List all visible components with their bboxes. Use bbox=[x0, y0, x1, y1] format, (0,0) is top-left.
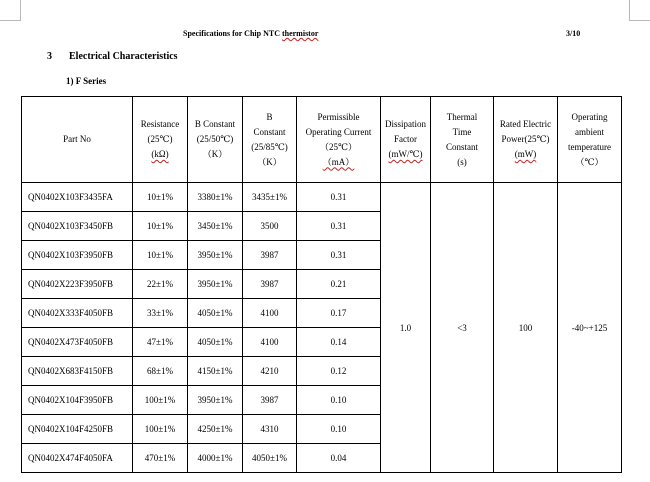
b-constant-85-cell: 3987 bbox=[243, 386, 297, 415]
operating-current-cell: 0.31 bbox=[297, 241, 381, 270]
resistance-cell: 10±1% bbox=[133, 212, 188, 241]
header-operating-temperature: Operating ambient temperature （℃） bbox=[558, 97, 622, 183]
thermal-time-constant-cell: <3 bbox=[431, 183, 494, 473]
document-header-title: Specifications for Chip NTC thermistor bbox=[183, 29, 319, 38]
b-constant-85-cell: 4100 bbox=[243, 328, 297, 357]
header-resistance: Resistance (25℃) (kΩ) bbox=[133, 97, 188, 183]
part-no-cell: QN0402X104F3950FB bbox=[22, 386, 133, 415]
table-row bbox=[22, 183, 622, 212]
section-title: Electrical Characteristics bbox=[69, 51, 178, 62]
operating-current-cell: 0.10 bbox=[297, 415, 381, 444]
part-no-cell: QN0402X333F4050FB bbox=[22, 299, 133, 328]
part-no-cell: QN0402X103F3450FB bbox=[22, 212, 133, 241]
resistance-cell: 10±1% bbox=[133, 183, 188, 212]
operating-current-cell: 0.12 bbox=[297, 357, 381, 386]
page-corner-mark bbox=[629, 0, 650, 21]
section-number: 3 bbox=[47, 51, 52, 62]
b-constant-85-cell: 3435±1% bbox=[243, 183, 297, 212]
header-b-constant: B Constant (25/50℃) （K） bbox=[188, 97, 243, 183]
part-no-cell: QN0402X223F3950FB bbox=[22, 270, 133, 299]
resistance-cell: 10±1% bbox=[133, 241, 188, 270]
b-constant-cell: 3380±1% bbox=[188, 183, 243, 212]
resistance-cell: 470±1% bbox=[133, 444, 188, 473]
operating-temperature-cell: -40~+125 bbox=[558, 183, 622, 473]
operating-current-cell: 0.04 bbox=[297, 444, 381, 473]
b-constant-85-cell: 4310 bbox=[243, 415, 297, 444]
b-constant-cell: 4250±1% bbox=[188, 415, 243, 444]
header-dissipation-factor: Dissipation Factor (mW/℃) bbox=[381, 97, 431, 183]
b-constant-85-cell: 4100 bbox=[243, 299, 297, 328]
b-constant-85-cell: 3987 bbox=[243, 270, 297, 299]
b-constant-85-cell: 3987 bbox=[243, 241, 297, 270]
operating-current-cell: 0.31 bbox=[297, 183, 381, 212]
header-rated-power: Rated Electric Power(25℃) (mW) bbox=[494, 97, 558, 183]
b-constant-cell: 4050±1% bbox=[188, 299, 243, 328]
operating-current-cell: 0.14 bbox=[297, 328, 381, 357]
header-part-no: Part No bbox=[22, 97, 133, 183]
page-corner-mark bbox=[0, 0, 21, 21]
resistance-cell: 22±1% bbox=[133, 270, 188, 299]
part-no-cell: QN0402X474F4050FA bbox=[22, 444, 133, 473]
part-no-cell: QN0402X104F4250FB bbox=[22, 415, 133, 444]
part-no-cell: QN0402X683F4150FB bbox=[22, 357, 133, 386]
b-constant-cell: 3950±1% bbox=[188, 241, 243, 270]
b-constant-cell: 3950±1% bbox=[188, 270, 243, 299]
b-constant-cell: 4050±1% bbox=[188, 328, 243, 357]
subsection-heading: 1) F Series bbox=[66, 76, 107, 86]
resistance-cell: 47±1% bbox=[133, 328, 188, 357]
b-constant-85-cell: 4050±1% bbox=[243, 444, 297, 473]
part-no-cell: QN0402X103F3950FB bbox=[22, 241, 133, 270]
operating-current-cell: 0.17 bbox=[297, 299, 381, 328]
table-header-row bbox=[22, 97, 622, 183]
rated-power-cell: 100 bbox=[494, 183, 558, 473]
dissipation-factor-cell: 1.0 bbox=[381, 183, 431, 473]
header-operating-current: Permissible Operating Current （25℃） （mA） bbox=[297, 97, 381, 183]
b-constant-cell: 3450±1% bbox=[188, 212, 243, 241]
resistance-cell: 100±1% bbox=[133, 415, 188, 444]
resistance-cell: 100±1% bbox=[133, 386, 188, 415]
b-constant-cell: 4150±1% bbox=[188, 357, 243, 386]
page-number: 3/10 bbox=[566, 29, 581, 38]
section-heading bbox=[47, 51, 178, 62]
operating-current-cell: 0.10 bbox=[297, 386, 381, 415]
operating-current-cell: 0.21 bbox=[297, 270, 381, 299]
operating-current-cell: 0.31 bbox=[297, 212, 381, 241]
electrical-characteristics-table bbox=[21, 96, 622, 473]
b-constant-85-cell: 3500 bbox=[243, 212, 297, 241]
resistance-cell: 33±1% bbox=[133, 299, 188, 328]
b-constant-cell: 4000±1% bbox=[188, 444, 243, 473]
header-title-word: thermistor bbox=[281, 29, 319, 38]
part-no-cell: QN0402X103F3435FA bbox=[22, 183, 133, 212]
resistance-cell: 68±1% bbox=[133, 357, 188, 386]
b-constant-85-cell: 4210 bbox=[243, 357, 297, 386]
header-b-constant-85: B Constant (25/85℃) （K） bbox=[243, 97, 297, 183]
part-no-cell: QN0402X473F4050FB bbox=[22, 328, 133, 357]
b-constant-cell: 3950±1% bbox=[188, 386, 243, 415]
header-thermal-time-constant: Thermal Time Constant (s) bbox=[431, 97, 494, 183]
